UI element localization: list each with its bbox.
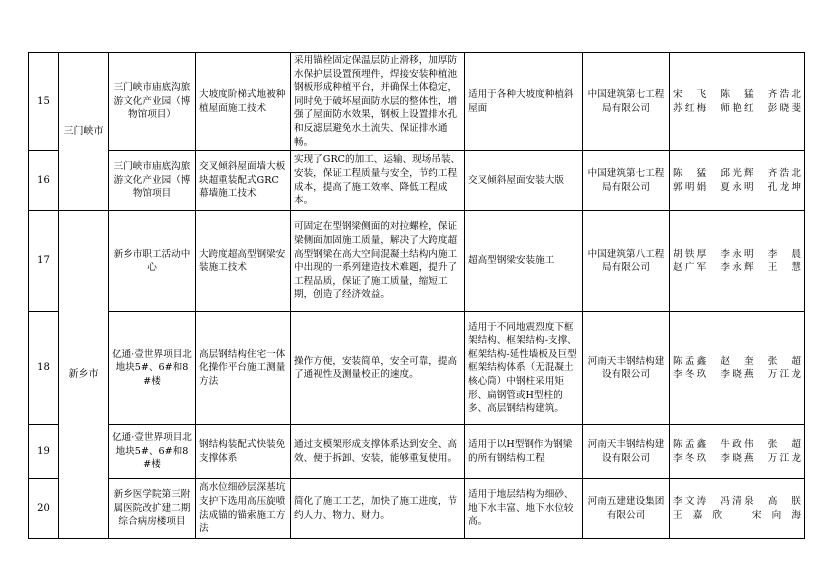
technology-name: 高层钢结构住宅一体化操作平台施工测量方法 xyxy=(196,312,291,425)
application-scope: 适用于不同地震烈度下框架结构、框架结构-支撑、框架结构-延性墙板及巨型框架结构体系（无混凝土核心筒）中钢柱采用矩形、扁钢管或H型柱的多、高层钢结构建筑。 xyxy=(465,312,583,425)
company-name: 河南五建建设集团有限公司 xyxy=(583,479,670,539)
contributors xyxy=(670,211,805,312)
table-row xyxy=(29,211,805,312)
row-number: 17 xyxy=(29,211,59,312)
city-cell: 新乡市 xyxy=(59,211,109,539)
table-row xyxy=(29,425,805,479)
contributors-line: 李文涛 冯清泉 高 朕 xyxy=(673,496,801,508)
technology-description: 可固定在型钢梁侧面的对拉螺栓，保证梁侧面加固施工质量，解决了大跨度超高型钢梁在高大空间混凝土结构内施工中出现的一系列建造技术难题，提升了工程品质，保证了施工质量，缩短工期，创造了经济效益。 xyxy=(291,211,465,312)
contributors-line: 李冬玖 李晓燕 万江龙 xyxy=(673,452,801,464)
contributors xyxy=(670,312,805,425)
application-scope: 超高型钢梁安装施工 xyxy=(465,211,583,312)
technology-description: 采用锚栓固定保温层防止滑移，加厚防水保护层设置预埋件，焊接安装种植池钢板形成种植平台，并确保土体稳定，同时免于破坏屋面防水层的整体性，增强了屋面防水效果，钢板上设置排水孔和反滤层避免水土流失、保证排水通畅。 xyxy=(291,53,465,151)
company-name: 中国建筑第七工程局有限公司 xyxy=(583,151,670,211)
technology-name: 交叉倾斜屋面墙大板块超重装配式GRC幕墙施工技术 xyxy=(196,151,291,211)
company-name: 河南天丰钢结构建设有限公司 xyxy=(583,312,670,425)
technology-description: 简化了施工工艺，加快了施工进度，节约人力、物力、财力。 xyxy=(291,479,465,539)
row-number: 20 xyxy=(29,479,59,539)
contributors-line: 宋 飞 陈 猛 齐浩北 xyxy=(673,88,801,100)
application-scope: 适用于以H型钢作为钢梁的所有钢结构工程 xyxy=(465,425,583,479)
contributors xyxy=(670,53,805,151)
company-name: 中国建筑第八工程局有限公司 xyxy=(583,211,670,312)
contributors-line: 陈孟鑫 赵 奎 张 超 xyxy=(673,355,801,367)
contributors-line: 王嘉欣 宋向海 xyxy=(673,509,801,521)
project-table xyxy=(28,52,805,539)
contributors-line: 赵广军 李永辉 王 慧 xyxy=(673,262,801,274)
contributors-line: 陈 猛 邱光辉 齐浩北 xyxy=(673,168,801,180)
project-name: 三门峡市庙底沟旅游文化产业园（博物馆项目 xyxy=(109,151,196,211)
technology-name: 高水位细砂层深基坑支护下选用高压旋喷法成锚的锚索施工方法 xyxy=(196,479,291,539)
application-scope: 适用于地层结构为细砂、地下水丰富、地下水位较高。 xyxy=(465,479,583,539)
row-number: 15 xyxy=(29,53,59,151)
contributors-line: 胡铁厚 李永明 李 晨 xyxy=(673,248,801,260)
contributors xyxy=(670,425,805,479)
application-scope: 适用于各种大坡度种植斜屋面 xyxy=(465,53,583,151)
technology-name: 大跨度超高型钢梁安装施工技术 xyxy=(196,211,291,312)
project-name: 新乡市职工活动中心 xyxy=(109,211,196,312)
table-row xyxy=(29,53,805,151)
contributors-line: 李冬玖 李晓燕 万江龙 xyxy=(673,369,801,381)
table-row xyxy=(29,151,805,211)
contributors-line: 苏红梅 师艳红 彭晓斐 xyxy=(673,102,801,114)
row-number: 18 xyxy=(29,312,59,425)
technology-name: 钢结构装配式快装免支撑体系 xyxy=(196,425,291,479)
project-name: 新乡医学院第三附属医院改扩建二期综合病房楼项目 xyxy=(109,479,196,539)
technology-description: 实现了GRC的加工、运输、现场吊装、安装，保证工程质量与安全，节约工程成本，提高了施工效率、降低工程成本。 xyxy=(291,151,465,211)
company-name: 中国建筑第七工程局有限公司 xyxy=(583,53,670,151)
contributors xyxy=(670,479,805,539)
project-name: 亿通·壹世界项目北地块5#、6#和8#楼 xyxy=(109,312,196,425)
contributors-line: 陈孟鑫 牛政伟 张 超 xyxy=(673,439,801,451)
contributors xyxy=(670,151,805,211)
project-name: 三门峡市庙底沟旅游文化产业园（博物馆项目） xyxy=(109,53,196,151)
technology-name: 大坡度阶梯式地被种植屋面施工技术 xyxy=(196,53,291,151)
technology-description: 操作方便，安装简单，安全可靠，提高了通视性及测量校正的速度。 xyxy=(291,312,465,425)
application-scope: 交叉倾斜屋面安装大版 xyxy=(465,151,583,211)
row-number: 16 xyxy=(29,151,59,211)
table-row xyxy=(29,312,805,425)
company-name: 河南天丰钢结构建设有限公司 xyxy=(583,425,670,479)
table-row xyxy=(29,479,805,539)
row-number: 19 xyxy=(29,425,59,479)
technology-description: 通过支模架形成支撑体系达到安全、高效、便于拆卸、安装，能够重复使用。 xyxy=(291,425,465,479)
award-table-page xyxy=(28,52,804,539)
city-cell: 三门峡市 xyxy=(59,53,109,211)
project-name: 亿通·壹世界项目北地块5#、6#和8#楼 xyxy=(109,425,196,479)
contributors-line: 郭明娟 夏永明 孔龙坤 xyxy=(673,181,801,193)
